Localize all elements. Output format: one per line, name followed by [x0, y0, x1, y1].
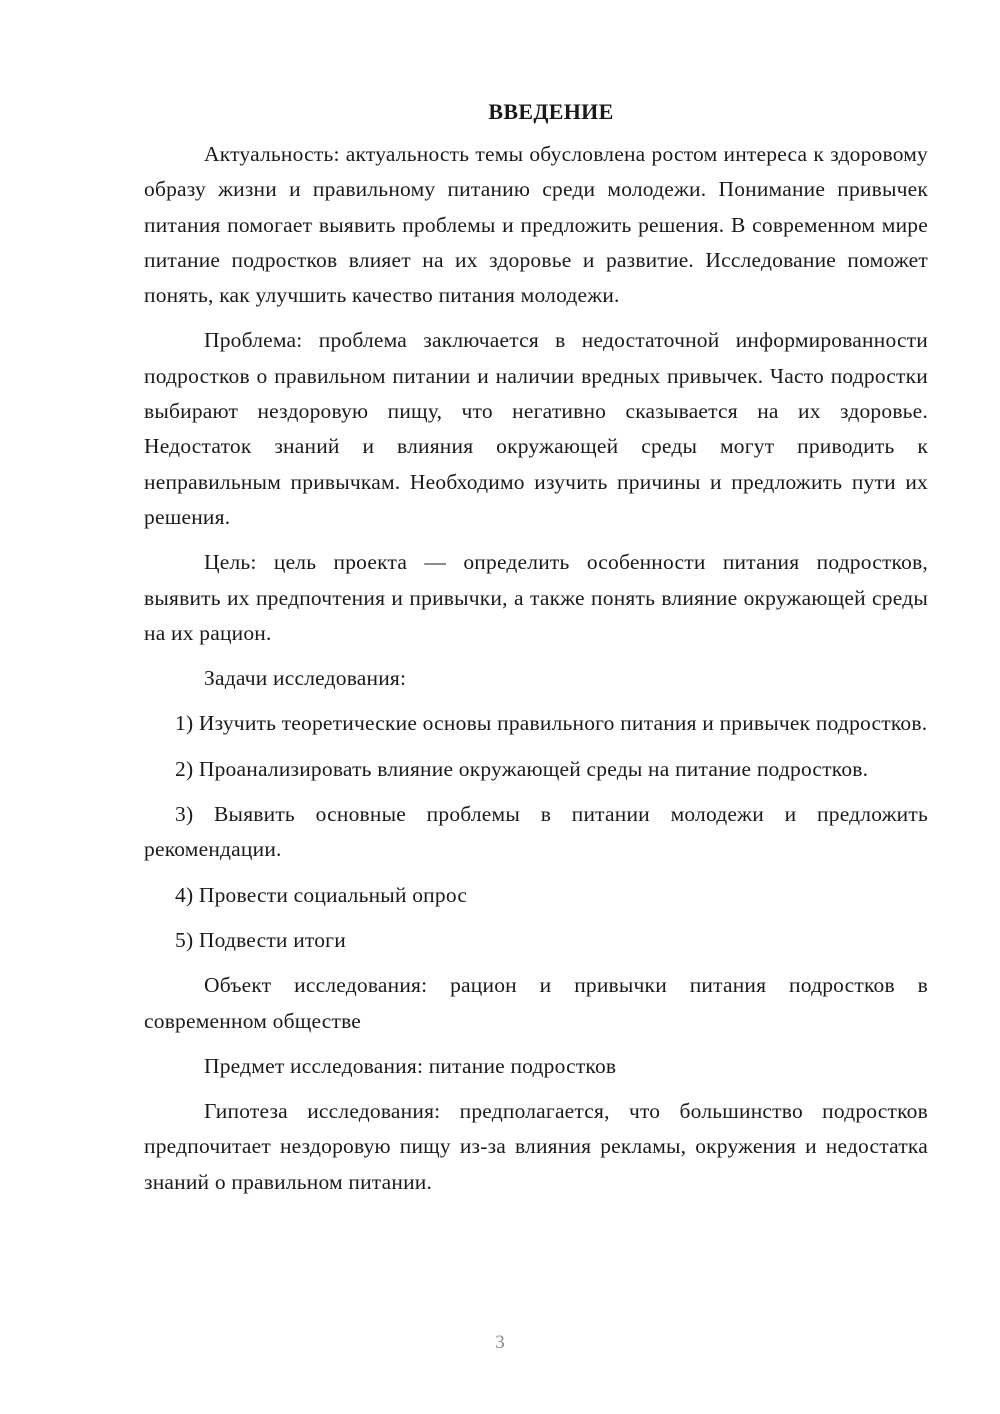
section-title: ВВЕДЕНИЕ [488, 99, 614, 124]
subject-paragraph: Предмет исследования: питание подростков [204, 1053, 617, 1078]
task-item: 3) Выявить основные проблемы в питании молодежи и предложить рекомендации. [144, 802, 928, 862]
page-number: 3 [495, 1332, 505, 1353]
hypothesis-paragraph: Гипотеза исследования: предполагается, что большинство подростков предпочитает нездоровую пищу из-за влияния рекламы, окружения и недостатка знаний о правильном питании. [144, 1099, 928, 1194]
task-item: 2) Проанализировать влияние окружающей среды на питание подростков. [175, 756, 869, 781]
problem-paragraph: Проблема: проблема заключается в недостаточной информированности подростков о правильном питании и наличии вредных привычек. Часто подростки выбирают нездоровую пищу, что негативно сказывается на их здоровье. Недостаток знаний и влияния окружающей среды могут приводить к неправильным привычкам. Необходимо изучить причины и предложить пути их решения. [144, 328, 928, 529]
relevance-paragraph: Актуальность: актуальность темы обусловлена ростом интереса к здоровому образу жизни и правильному питанию среди молодежи. Понимание привычек питания помогает выявить проблемы и предложить решения. В современном мире питание подростков влияет на их здоровье и развитие. Исследование поможет понять, как улучшить качество питания молодежи. [144, 142, 928, 308]
goal-paragraph: Цель: цель проекта — определить особенности питания подростков, выявить их предпочтения и привычки, а также понять влияние окружающей среды на их рацион. [144, 550, 928, 645]
page-content [144, 94, 928, 1210]
task-item: 4) Провести социальный опрос [175, 882, 468, 907]
object-paragraph: Объект исследования: рацион и привычки питания подростков в современном обществе [144, 973, 928, 1033]
task-item: 1) Изучить теоретические основы правильного питания и привычек подростков. [175, 711, 928, 736]
tasks-heading: Задачи исследования: [204, 666, 407, 691]
task-item: 5) Подвести итоги [175, 927, 346, 952]
